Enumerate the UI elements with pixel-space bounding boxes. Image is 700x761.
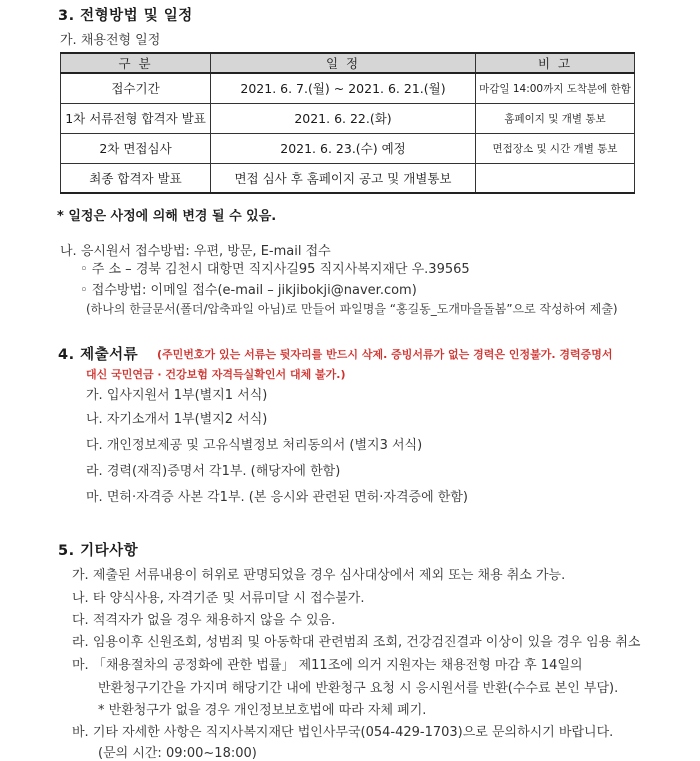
- application-address: ◦ 주 소 – 경북 김천시 대항면 직지사길95 직지사복지재단 우.39565: [80, 262, 470, 277]
- section3-subheading: 가. 채용전형 일정: [60, 33, 161, 48]
- list-item: 다. 적격자가 없을 경우 채용하지 않을 수 있음.: [72, 613, 336, 628]
- row-category: 2차 면접심사: [61, 133, 211, 163]
- schedule-footnote: * 일정은 사정에 의해 변경 될 수 있음.: [57, 209, 277, 224]
- row-schedule: 2021. 6. 23.(수) 예정: [211, 133, 476, 163]
- table-row: [61, 103, 635, 133]
- list-item: 나. 자기소개서 1부(별지2 서식): [86, 412, 268, 427]
- row-note: 홈페이지 및 개별 통보: [476, 103, 635, 133]
- section4-warning-line1: (주민번호가 있는 서류는 뒷자리를 반드시 삭제. 증빙서류가 없는 경력은 인정불가. 경력증명서: [157, 348, 613, 361]
- list-item-continuation: 반환청구기간을 가지며 해당기간 내에 반환청구 요청 시 응시원서를 반환(수수료 본인 부담).: [98, 681, 619, 696]
- contact-hours: (문의 시간: 09:00~18:00): [98, 746, 257, 761]
- row-note: 면접장소 및 시간 개별 통보: [476, 133, 635, 163]
- list-item: 가. 입사지원서 1부(별지1 서식): [86, 388, 268, 403]
- list-item: 마. 면허·자격증 사본 각1부. (본 응시와 관련된 면허·자격증에 한함): [86, 490, 468, 505]
- header-note: 비 고: [476, 53, 635, 73]
- row-schedule: 2021. 6. 22.(화): [211, 103, 476, 133]
- section4-warning-line2: 대신 국민연금 · 건강보험 자격득실확인서 대체 불가.): [86, 368, 346, 381]
- header-category: 구 분: [61, 53, 211, 73]
- table-row: [61, 73, 635, 103]
- schedule-header-row: [61, 53, 635, 73]
- list-item: 바. 기타 자세한 사항은 직지사복지재단 법인사무국(054-429-1703)으로 문의하시기 바랍니다.: [72, 725, 614, 740]
- row-note: [476, 163, 635, 193]
- row-category: 접수기간: [61, 73, 211, 103]
- row-category: 최종 합격자 발표: [61, 163, 211, 193]
- row-category: 1차 서류전형 합격자 발표: [61, 103, 211, 133]
- application-method: 나. 응시원서 접수방법: 우편, 방문, E-mail 접수: [60, 244, 331, 259]
- section5-title: 5. 기타사항: [58, 543, 139, 559]
- list-item: 나. 타 양식사용, 자격기준 및 서류미달 시 접수불가.: [72, 591, 365, 606]
- list-item: 다. 개인정보제공 및 고유식별정보 처리동의서 (별지3 서식): [86, 438, 423, 453]
- row-schedule: 2021. 6. 7.(월) ~ 2021. 6. 21.(월): [211, 73, 476, 103]
- row-schedule: 면접 심사 후 홈페이지 공고 및 개별통보: [211, 163, 476, 193]
- list-item: 마. 「채용절차의 공정화에 관한 법률」 제11조에 의거 지원자는 채용전형 마감 후 14일의: [72, 658, 583, 673]
- list-item: 라. 경력(재직)증명서 각1부. (해당자에 한함): [86, 464, 341, 479]
- section3-title: 3. 전형방법 및 일정: [58, 8, 193, 24]
- header-schedule: 일 정: [211, 53, 476, 73]
- list-item-note: * 반환청구가 없을 경우 개인정보보호법에 따라 자체 폐기.: [98, 703, 427, 718]
- table-row: [61, 133, 635, 163]
- section4-title: 4. 제출서류: [58, 347, 139, 363]
- list-item: 라. 임용이후 신원조회, 성범죄 및 아동학대 관련범죄 조회, 건강검진결과 이상이 있을 경우 임용 취소: [72, 635, 641, 650]
- schedule-table: [60, 52, 635, 194]
- application-file-note: (하나의 한글문서(폴더/압축파일 아님)로 만들어 파일명을 “홍길동_도개마을돌봄”으로 작성하여 제출): [86, 302, 618, 316]
- application-email: ◦ 접수방법: 이메일 접수(e-mail – jikjibokji@naver.com): [80, 283, 417, 298]
- table-row: [61, 163, 635, 193]
- list-item: 가. 제출된 서류내용이 허위로 판명되었을 경우 심사대상에서 제외 또는 채용 취소 가능.: [72, 568, 566, 583]
- row-note: 마감일 14:00까지 도착분에 한함: [476, 73, 635, 103]
